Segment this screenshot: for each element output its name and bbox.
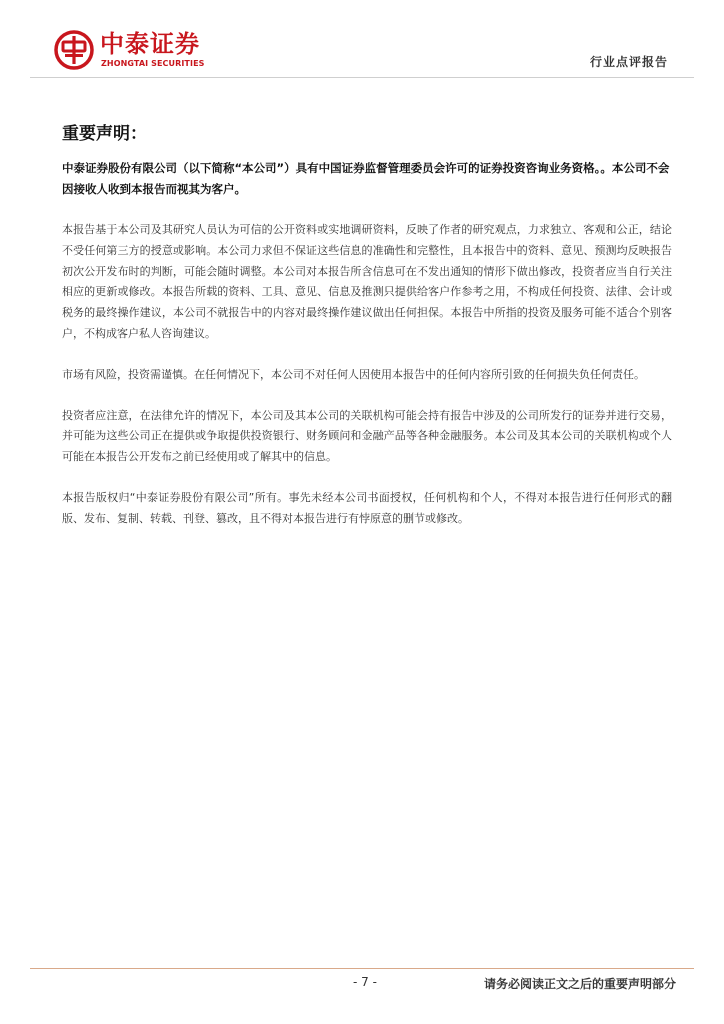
footer-divider bbox=[30, 968, 694, 969]
page-title: 重要声明： bbox=[62, 124, 147, 144]
report-type-label: 行业点评报告 bbox=[589, 55, 668, 69]
disclaimer-paragraph-basis: 本报告基于本公司及其研究人员认为可信的公开资料或实地调研资料，反映了作者的研究观点，力求独立、客观和公正，结论不受任何第三方的授意或影响。本公司力求但不保证这些信息的准确性和完整性，且本报告中的资料、意见、预测均反映报告初次公开发布时的判断，可能会随时调整。本公司对本报告所含信息可在不发出通知的情形下做出修改，投资者应当自行关注相应的更新或修改。本报告所载的资料、工具、意见、信息及推测只提供给客户作参考之用，不构成任何投资、法律、会计或税务的最终操作建议，本公司不就报告中的内容对最终操作建议做出任何担保。本报告中所指的投资及服务可能不适合个别客户，不构成客户私人咨询建议。 bbox=[62, 223, 672, 340]
logo-name-en: ZHONGTAI SECURITIES bbox=[101, 59, 205, 68]
header-divider bbox=[30, 77, 694, 78]
disclaimer-paragraph-conflict: 投资者应注意，在法律允许的情况下，本公司及其本公司的关联机构可能会持有报告中涉及的公司所发行的证券并进行交易，并可能为这些公司正在提供或争取提供投资银行、财务顾问和金融产品等各种金融服务。本公司及其本公司的关联机构或个人可能在本报告公开发布之前已经使用或了解其中的信息。 bbox=[62, 408, 672, 464]
disclaimer-paragraph-copyright: 本报告版权归“中泰证券股份有限公司”所有。事先未经本公司书面授权，任何机构和个人，不得对本报告进行任何形式的翻版、发布、复制、转载、刊登、篡改，且不得对本报告进行有悖原意的删节或修改。 bbox=[62, 490, 672, 525]
footer-note: 请务必阅读正文之后的重要声明部分 bbox=[483, 977, 676, 991]
logo-name-cn: 中泰证券 bbox=[100, 30, 200, 58]
qualification-paragraph: 中泰证券股份有限公司（以下简称“本公司”）具有中国证券监督管理委员会许可的证券投资咨询业务资格。。本公司不会因接收人收到本报告而视其为客户。 bbox=[62, 161, 670, 196]
disclaimer-content bbox=[62, 122, 672, 550]
page-header bbox=[0, 0, 724, 80]
page-number: - 7 - bbox=[353, 975, 377, 989]
zhongtai-logo-icon bbox=[54, 30, 94, 70]
disclaimer-paragraph-risk: 市场有风险，投资需谨慎。在任何情况下，本公司不对任何人因使用本报告中的任何内容所引致的任何损失负任何责任。 bbox=[62, 367, 645, 381]
